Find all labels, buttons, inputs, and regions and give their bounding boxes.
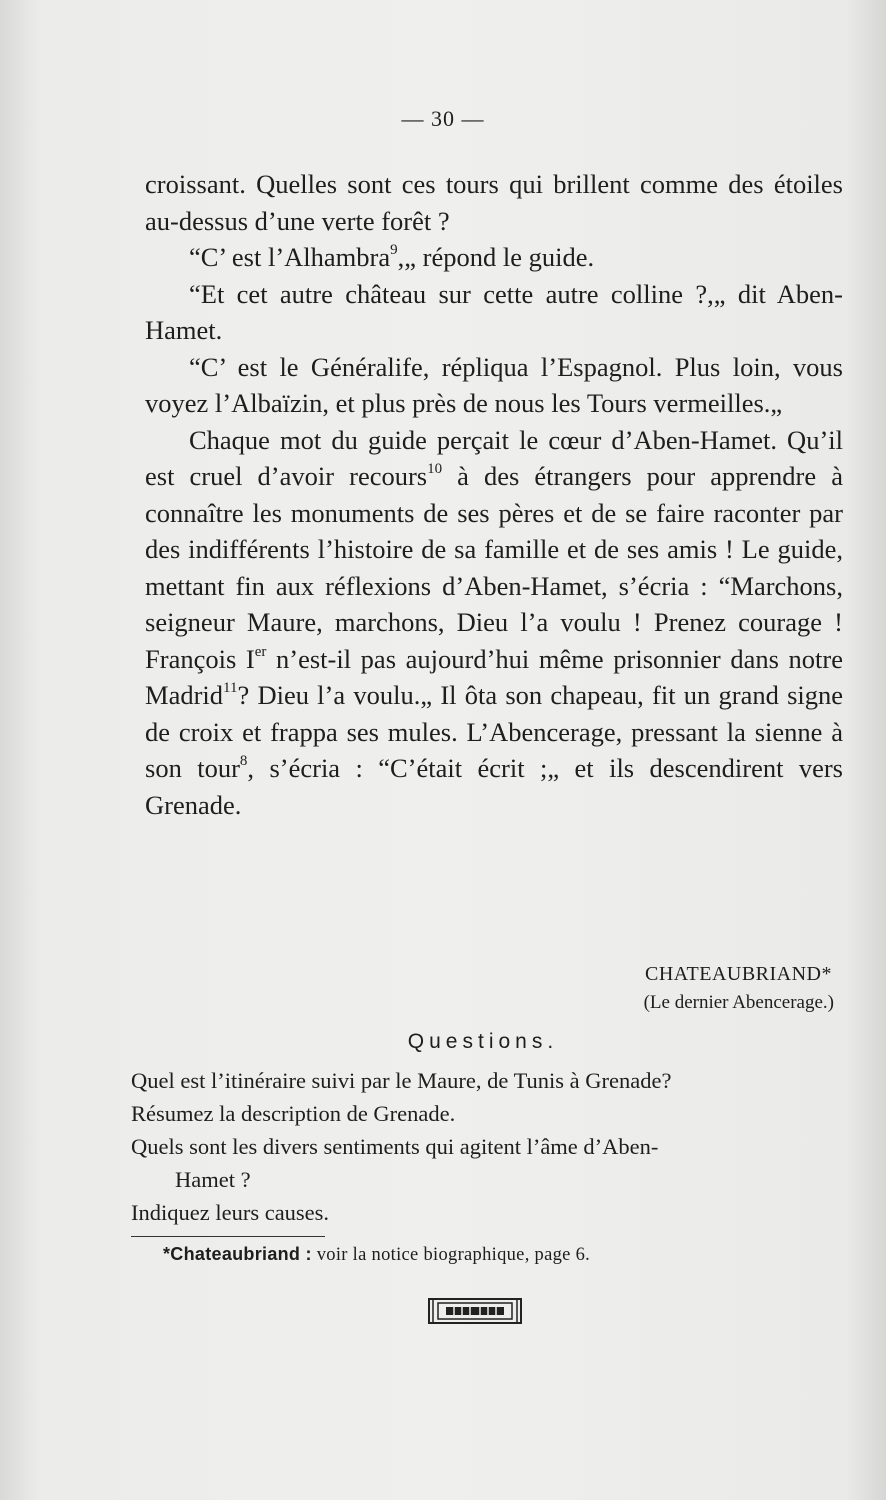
question-text: Indiquez leurs causes.	[131, 1200, 330, 1225]
paragraph-text: Chaque mot du guide perçait le cœur d’Aben-Hamet. Qu’il est cruel d’avoir recours	[145, 424, 843, 491]
paragraph	[145, 349, 843, 422]
footnote-ref: 8	[239, 753, 248, 770]
paragraph	[145, 166, 843, 239]
question-text: Quel est l’itinéraire suivi par le Maure, de Tunis à Grenade?	[131, 1068, 672, 1093]
ornament-icon	[428, 1298, 522, 1324]
footnote-text: voir la notice biographique, page 6.	[311, 1245, 591, 1265]
question-item	[131, 1196, 841, 1229]
question-item	[131, 1097, 841, 1130]
paragraph-text: , s’écria : “C’était écrit ;„ et ils descendirent vers Grenade.	[145, 753, 843, 820]
paragraph-text: “C’ est le Généralife, répliqua l’Espagnol. Plus loin, vous voyez l’Albaïzin, et plus près de nous les Tours vermeilles.„	[145, 351, 843, 418]
author-signature: CHATEAUBRIAND*	[645, 963, 832, 985]
source-title: (Le dernier Abencerage.)	[643, 992, 834, 1013]
question-text: Quels sont les divers sentiments qui agitent l’âme d’Aben-	[131, 1134, 659, 1159]
question-continuation: Hamet ?	[175, 1167, 251, 1192]
questions-list	[131, 1064, 841, 1229]
paragraph-text: n’est-il pas aujourd’hui même prisonnier dans notre Madrid	[145, 643, 843, 710]
page-number: — 30 —	[401, 106, 485, 131]
footnote-ref: 10	[427, 461, 443, 478]
footnote-ref: er	[254, 643, 267, 660]
paragraph-text: “C’ est l’Alhambra	[189, 242, 391, 272]
paragraph	[145, 276, 843, 349]
paragraph-text: croissant. Quelles sont ces tours qui brillent comme des étoiles au-dessus d’une verte forêt ?	[145, 169, 843, 236]
footnote	[163, 1244, 590, 1266]
question-item	[131, 1064, 841, 1097]
main-text	[145, 166, 843, 823]
paragraph-text: à des étrangers pour apprendre à connaître les monuments de ses pères et de se faire raconter par des indifférents l’histoire de sa famille et de ses amis ! Le guide, mettant fin aux réflexions d’Aben-Hamet, s’écria : “Marchons, seigneur Maure, marchons, Dieu l’a voulu ! Prenez courage ! François I	[145, 461, 843, 674]
paragraph-text: “Et cet autre château sur cette autre colline ?,„ dit Aben-Hamet.	[145, 278, 843, 345]
footnote-ref: 11	[223, 680, 238, 697]
paragraph	[145, 239, 843, 276]
paragraph-text: ? Dieu l’a voulu.„ Il ôta son chapeau, fit un grand signe de croix et frappa ses mules. L’Abencerage, pressant la sienne à son tour	[145, 680, 843, 783]
footnote-author: *Chateaubriand :	[163, 1244, 312, 1264]
footnote-divider	[131, 1236, 325, 1237]
question-item	[131, 1130, 841, 1196]
paragraph-text: ,„ répond le guide.	[397, 242, 595, 272]
paragraph	[145, 422, 843, 824]
questions-heading: Questions.	[407, 1030, 559, 1053]
question-text: Résumez la description de Grenade.	[131, 1101, 456, 1126]
footnote-ref: 9	[390, 242, 398, 259]
